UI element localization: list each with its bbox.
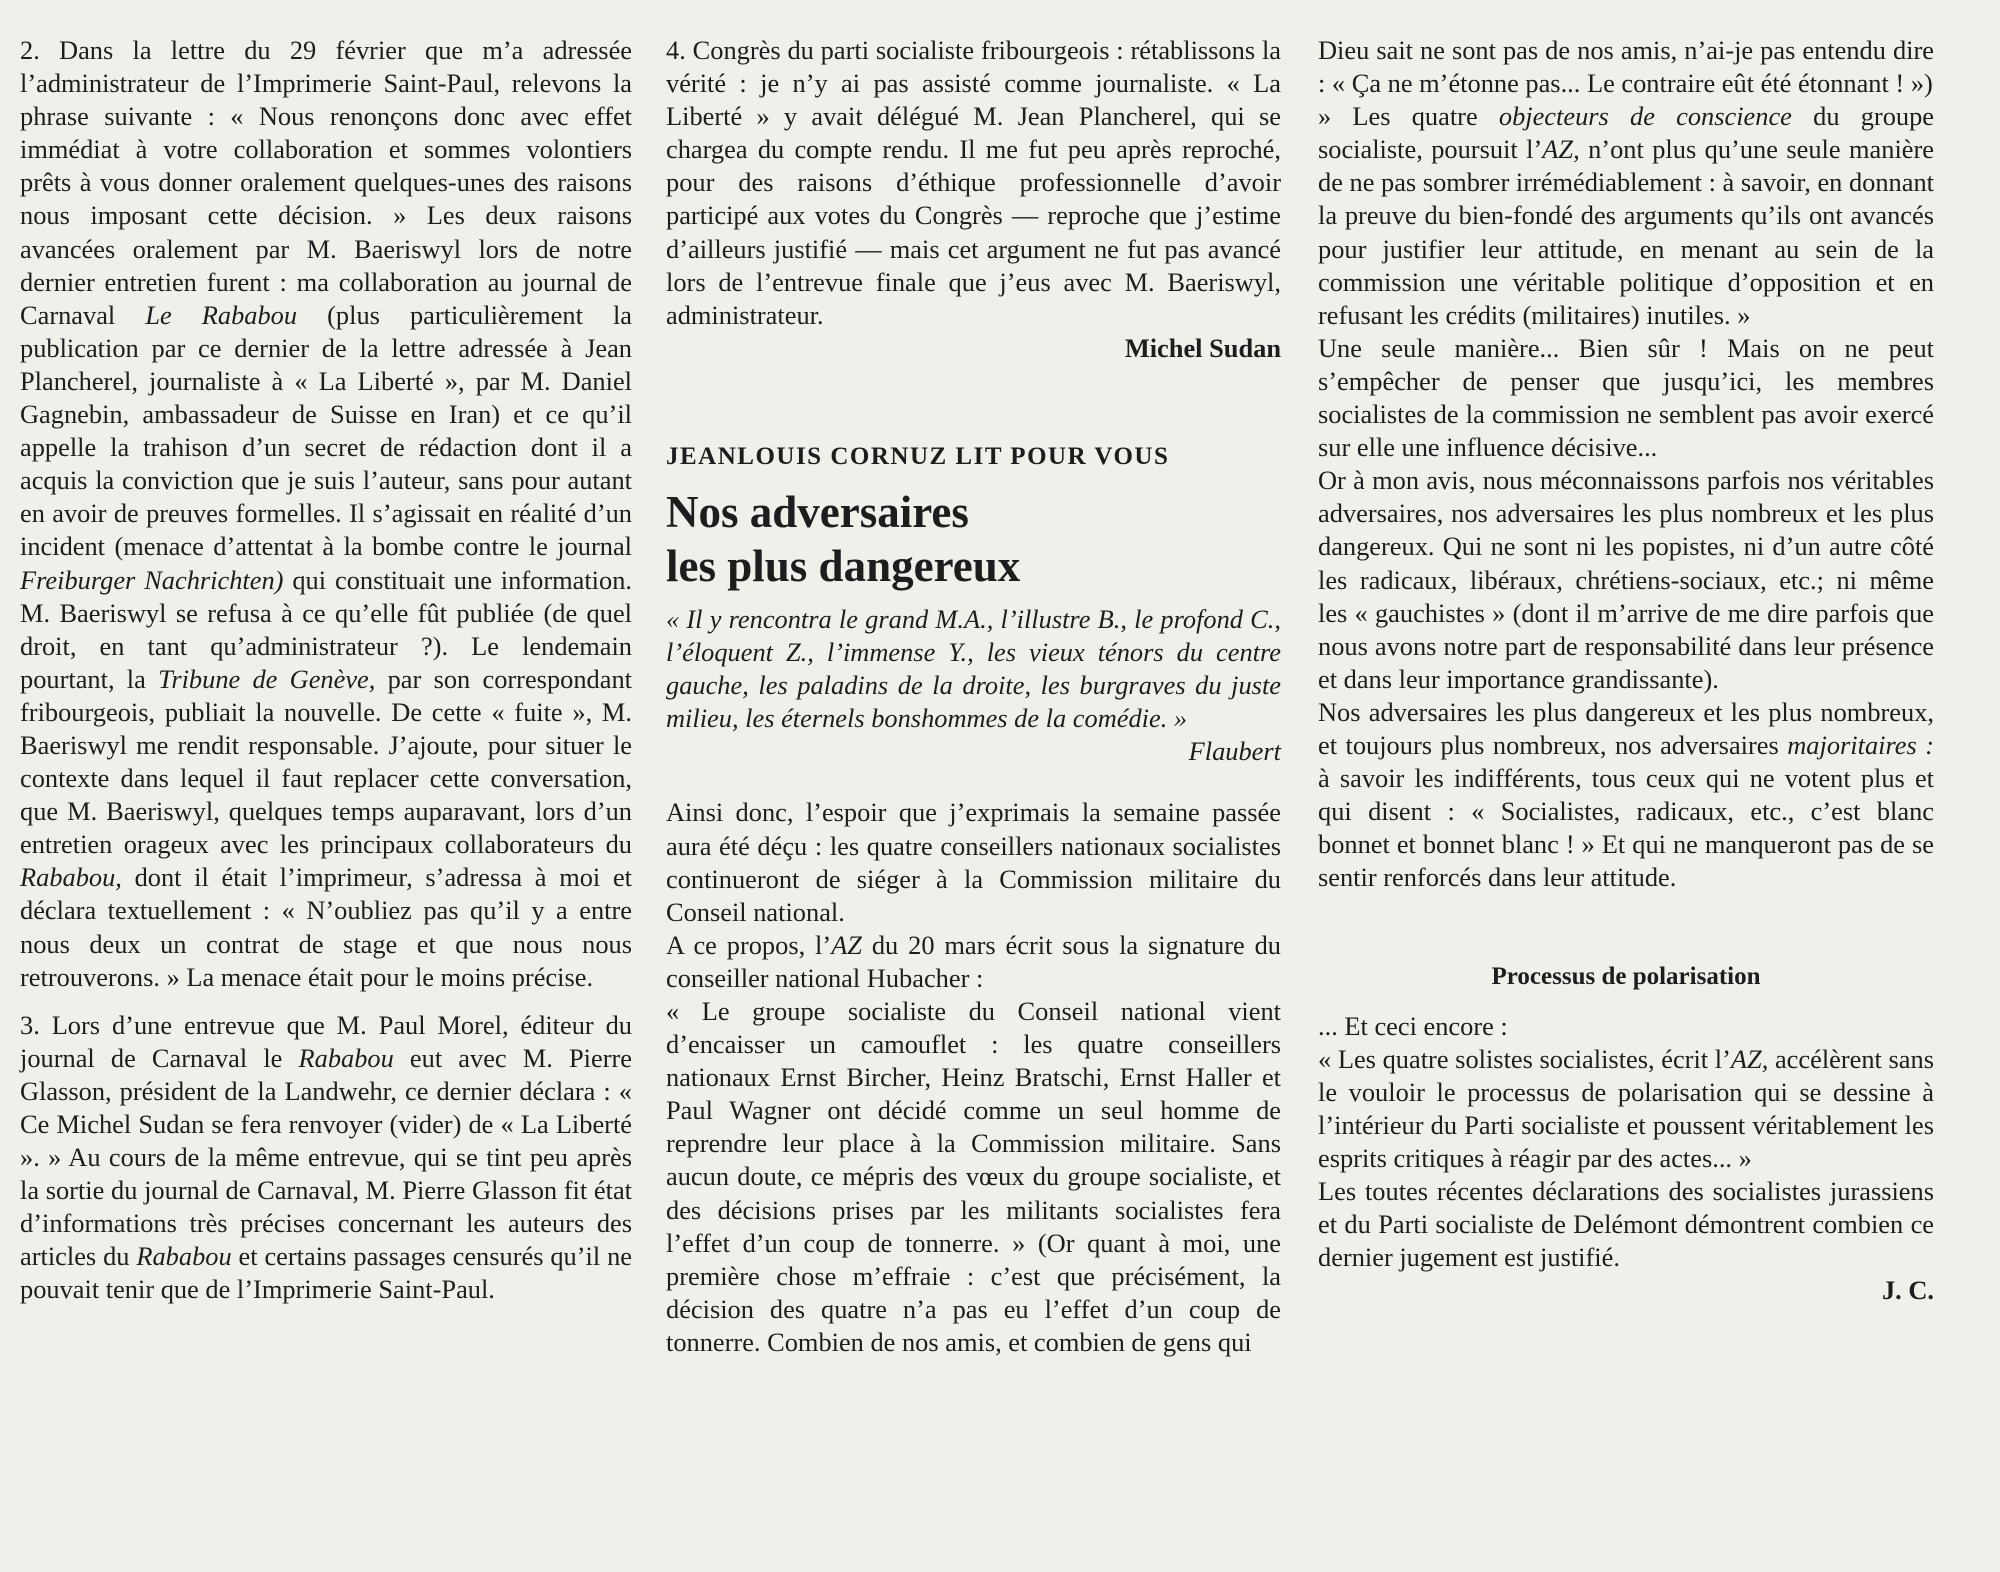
- column-3: [1318, 34, 1934, 1307]
- body-paragraph: Une seule manière... Bien sûr ! Mais on ne peut s’empêcher de penser que jusqu’ici, les membres socialistes de la commission ne semblent pas avoir exercé sur elle une influence décisive...: [1318, 332, 1934, 463]
- article-headline: Nos adversaires les plus dangereux: [666, 486, 1021, 591]
- paragraph-3: 3. Lors d’une entrevue que M. Paul Morel, éditeur du journal de Carnaval le Rababou eut avec M. Pierre Glasson, président de la Landwehr, ce dernier déclara : « Ce Michel Sudan se fera renvoyer (vider) de « La Liberté ». » Au cours de la même entrevue, qui se tint peu après la sortie du journal de Carnaval, M. Pierre Glasson fit état d’informations très précises concernant les auteurs des articles du Rababou et certains passages censurés qu’il ne pouvait tenir que de l’Imprimerie Saint-Paul.: [20, 1009, 632, 1305]
- body-paragraph: A ce propos, l’AZ du 20 mars écrit sous la signature du conseiller national Hubacher :: [666, 929, 1281, 993]
- body-paragraph: ... Et ceci encore :: [1318, 1010, 1508, 1041]
- section-kicker: JEANLOUIS CORNUZ LIT POUR VOUS: [666, 442, 1170, 470]
- epigraph-author: Flaubert: [1188, 736, 1281, 767]
- author-signature: Michel Sudan: [1124, 332, 1281, 363]
- body-paragraph: Nos adversaires les plus dangereux et les plus nombreux, et toujours plus nombreux, nos adversaires majoritaires : à savoir les indifférents, tous ceux qui ne votent plus et qui disent : « Socialistes, radicaux, etc., c’est blanc bonnet et bonnet blanc ! » Et qui ne manqueront pas de se sentir renforcés dans leur attitude.: [1318, 696, 1934, 893]
- column-1: [20, 34, 632, 1307]
- paragraph-2: 2. Dans la lettre du 29 février que m’a adressée l’administrateur de l’Imprimerie Saint-Paul, relevons la phrase suivante : « Nous renonçons donc avec effet immédiat à votre collaboration et sommes volontiers prêts à vous donner oralement quelques-unes des raisons nous imposant cette décision. » Les deux raisons avancées oralement par M. Baeriswyl lors de notre dernier entretien furent : ma collaboration au journal de Carnaval Le Rababou (plus particulièrement la publication par ce dernier de la lettre adressée à Jean Plancherel, journaliste à « La Liberté », par M. Daniel Gagnebin, ambassadeur de Suisse en Iran) et ce qu’il appelle la trahison d’un secret de rédaction dont il a acquis la conviction que je suis l’auteur, sans pour autant en avoir de preuves formelles. Il s’agissait en réalité d’un incident (menace d’attentat à la bombe contre le journal Freiburger Nachrichten) qui constituait une information. M. Baeriswyl se refusa à ce qu’elle fût publiée (de quel droit, en tant qu’administrateur ?). Le lendemain pourtant, la Tribune de Genève, par son correspondant fribourgeois, publiait la nouvelle. De cette « fuite », M. Baeriswyl me rendit responsable. J’ajoute, pour situer le contexte dans lequel il faut replacer cette conversation, que M. Baeriswyl, quelques temps auparavant, lors d’un entretien orageux avec les principaux collaborateurs du Rababou, dont il était l’imprimeur, s’adressa à moi et déclara textuellement : « N’oubliez pas qu’il y a entre nous deux un contrat de stage et que nous nous retrouverons. » La menace était pour le moins précise.: [20, 35, 633, 992]
- paragraph-4: 4. Congrès du parti socialiste fribourgeois : rétablissons la vérité : je n’y ai pas assisté comme journaliste. « La Liberté » y avait délégué M. Jean Plancherel, qui se chargea du compte rendu. Il me fut peu après reproché, pour des raisons d’éthique professionnelle d’avoir participé aux votes du Congrès — reproche que j’estime d’ailleurs justifié — mais cet argument ne fut pas avancé lors de l’entrevue finale que j’eus avec M. Baeriswyl, administrateur.: [666, 35, 1281, 330]
- body-paragraph: Ainsi donc, l’espoir que j’exprimais la semaine passée aura été déçu : les quatre conseillers nationaux socialistes continueront de siéger à la Commission militaire du Conseil national.: [666, 797, 1281, 927]
- body-paragraph: Les toutes récentes déclarations des socialistes jurassiens et du Parti socialiste de Delémont démontrent combien ce dernier jugement est justifié.: [1318, 1176, 1934, 1273]
- body-paragraph: « Les quatre solistes socialistes, écrit l’AZ, accélèrent sans le vouloir le processus de polarisation qui se dessine à l’intérieur du Parti socialiste et poussent véritablement les esprits critiques à réagir par des actes... »: [1318, 1043, 1934, 1173]
- body-paragraph: « Le groupe socialiste du Conseil national vient d’encaisser un camouflet : les quatre conseillers nationaux Ernst Bircher, Heinz Bratschi, Ernst Haller et Paul Wagner ont décidé comme un seul homme de reprendre leur place à la Commission militaire. Sans aucun doute, ce mépris des vœux du groupe socialiste, et des décisions prises par les militants socialistes fera l’effet d’un coup de tonnerre. » (Or quant à moi, une première chose m’effraie : c’est que précisément, la décision des quatre n’a pas eu l’effet d’un coup de tonnerre. Combien de nos amis, et combien de gens qui: [666, 995, 1281, 1357]
- body-paragraph: Or à mon avis, nous méconnaissons parfois nos véritables adversaires, nos adversaires les plus nombreux et les plus dangereux. Qui ne sont ni les popistes, ni d’un autre côté les radicaux, libéraux, chrétiens-sociaux, etc.; ni même les « gauchistes » (dont il m’arrive de me dire parfois que nous avons notre part de responsabilité dans leur présence et dans leur importance grandissante).: [1318, 465, 1934, 694]
- author-initials: J. C.: [1881, 1275, 1934, 1306]
- body-paragraph: Dieu sait ne sont pas de nos amis, n’ai-je pas entendu dire : « Ça ne m’étonne pas... Le contraire eût été étonnant ! »): [1318, 35, 1934, 99]
- column-2: [666, 34, 1281, 1359]
- epigraph: « Il y rencontra le grand M.A., l’illustre B., le profond C., l’éloquent Z., l’immense Y., les vieux ténors du centre gauche, les paladins de la droite, les burgraves du juste milieu, les éternels bonshommes de la comédie. »: [666, 603, 1281, 734]
- body-paragraph: » Les quatre objecteurs de conscience du groupe socialiste, poursuit l’AZ, n’ont plus qu’une seule manière de ne pas sombrer irrémédiablement : à savoir, en donnant la preuve du bien-fondé des arguments qu’ils ont avancés pour justifier leur attitude, en menant au sein de la commission une véritable politique d’opposition et en refusant les crédits (militaires) inutiles. »: [1318, 101, 1935, 330]
- subheading: Processus de polarisation: [1491, 963, 1761, 991]
